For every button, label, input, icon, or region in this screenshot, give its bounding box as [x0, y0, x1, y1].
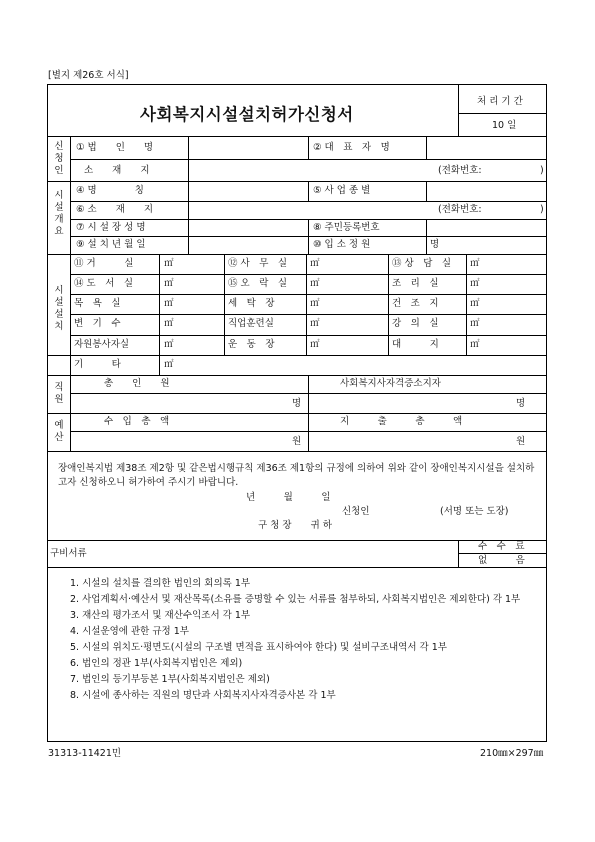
form-number: [별지 제26호 서식]	[48, 70, 129, 81]
area-unit: ㎡	[164, 298, 174, 309]
room-label: 건 조 지	[392, 298, 439, 309]
area-unit: ㎡	[310, 318, 320, 329]
room-label: 대 지	[392, 339, 439, 350]
business-type-label: ⑤ 사 업 종 별	[313, 185, 371, 196]
facility-address-label: ⑥ 소 재 지	[76, 204, 154, 215]
facility-phone-label: (전화번호:	[438, 204, 482, 215]
facility-name-label: ④ 명 칭	[76, 185, 144, 196]
area-unit: ㎡	[470, 298, 480, 309]
room-label: 강 의 실	[392, 318, 439, 329]
area-unit: ㎡	[310, 258, 320, 269]
room-label: 변 기 수	[74, 318, 121, 329]
list-item: 5. 시설의 위치도·평면도(시설의 구조별 면적을 표시하여야 한다) 및 설비구조내역서 각 1부	[70, 642, 447, 653]
list-item: 3. 재산의 평가조서 및 재산수익조서 각 1부	[70, 610, 251, 621]
room-label: 세 탁 장	[228, 298, 275, 309]
rooms-section-label: 시설설치	[54, 285, 64, 332]
list-item: 1. 시설의 설치를 결의한 법인의 회의록 1부	[70, 578, 251, 589]
room-label: 목 욕 실	[74, 298, 121, 309]
area-unit: ㎡	[310, 278, 320, 289]
facility-section-label: 시설개요	[54, 190, 64, 237]
list-item: 4. 시설운영에 관한 규정 1부	[70, 626, 189, 637]
room-label: ⑭ 도 서 실	[74, 278, 134, 289]
qualified-staff-label: 사회복지사자격증소지자	[340, 378, 441, 389]
required-documents-list	[70, 577, 540, 705]
room-label: 기 타	[74, 359, 121, 370]
room-label: ⑪ 거 실	[74, 258, 134, 269]
sign-note: (서명 또는 도장)	[440, 506, 509, 517]
applicant-address-label: 소 재 지	[84, 165, 150, 176]
list-item: 2. 사업계획서·예산서 및 재산목록(소유를 증명할 수 있는 서류를 첨부하되, 사회복지법인은 제외한다) 각 1부	[70, 594, 521, 605]
area-unit: ㎡	[164, 278, 174, 289]
room-label: 조 리 실	[392, 278, 439, 289]
income-label: 수 입 총 액	[104, 416, 170, 427]
rep-name-label: ② 대 표 자 명	[313, 142, 390, 153]
area-unit: ㎡	[470, 318, 480, 329]
corp-name-label: ① 법 인 명	[76, 142, 154, 153]
applicant-section-label: 신청인	[54, 141, 64, 176]
resident-number-label: ⑧ 주민등록번호	[313, 222, 380, 233]
application-statement: 장애인복지법 제38조 제2항 및 같은법시행규칙 제36조 제1항의 규정에 의하여 위와 같이 장애인복지시설을 설치하고자 신청하오니 허가하여 주시기 바랍니다.	[58, 463, 535, 488]
area-unit: ㎡	[164, 339, 174, 350]
total-staff-label: 총 인 원	[104, 378, 170, 389]
processing-value: 10 일	[492, 120, 517, 131]
page-title: 사회복지시설설치허가신청서	[140, 105, 354, 124]
area-unit: ㎡	[470, 258, 480, 269]
room-label: 자원봉사자실	[74, 339, 130, 350]
paper-size: 210㎜×297㎜	[480, 748, 544, 759]
capacity-label: ⑩ 입 소 정 원	[313, 239, 371, 250]
staff-section-label: 직원	[54, 382, 64, 405]
form-code: 31313-11421민	[48, 748, 122, 759]
room-label: ⑫ 사 무 실	[228, 258, 288, 269]
fee-value: 없 음	[478, 555, 525, 566]
area-unit: ㎡	[310, 298, 320, 309]
applicant-sign-label: 신청인	[342, 506, 370, 517]
room-label: 운 동 장	[228, 339, 275, 350]
area-unit: ㎡	[164, 359, 174, 370]
room-label: 직업훈련실	[228, 318, 274, 329]
area-unit: ㎡	[470, 339, 480, 350]
established-date-label: ⑨ 설 치 년 월 일	[76, 239, 146, 250]
area-unit: ㎡	[310, 339, 320, 350]
date-line: 년 월 일	[246, 492, 331, 503]
area-unit: ㎡	[470, 278, 480, 289]
budget-section-label: 예산	[54, 420, 64, 443]
area-unit: ㎡	[164, 318, 174, 329]
list-item: 6. 법인의 정관 1부(사회복지법인은 제외)	[70, 658, 243, 669]
room-label: ⑮ 오 락 실	[228, 278, 288, 289]
applicant-phone-label: (전화번호:	[438, 165, 482, 176]
recipient: 구 청 장 귀 하	[258, 520, 332, 531]
list-item: 7. 법인의 등기부등본 1부(사회복지법인은 제외)	[70, 674, 270, 685]
processing-label: 처 리 기 간	[477, 96, 523, 107]
room-label: ⑬ 상 담 실	[392, 258, 452, 269]
expense-label: 지 출 총 액	[340, 416, 463, 427]
fee-label: 수 수 료	[478, 541, 525, 552]
documents-label: 구비서류	[50, 548, 87, 559]
director-name-label: ⑦ 시 설 장 성 명	[76, 222, 146, 233]
list-item: 8. 시설에 종사하는 직원의 명단과 사회복지사자격증사본 각 1부	[70, 690, 336, 701]
area-unit: ㎡	[164, 258, 174, 269]
